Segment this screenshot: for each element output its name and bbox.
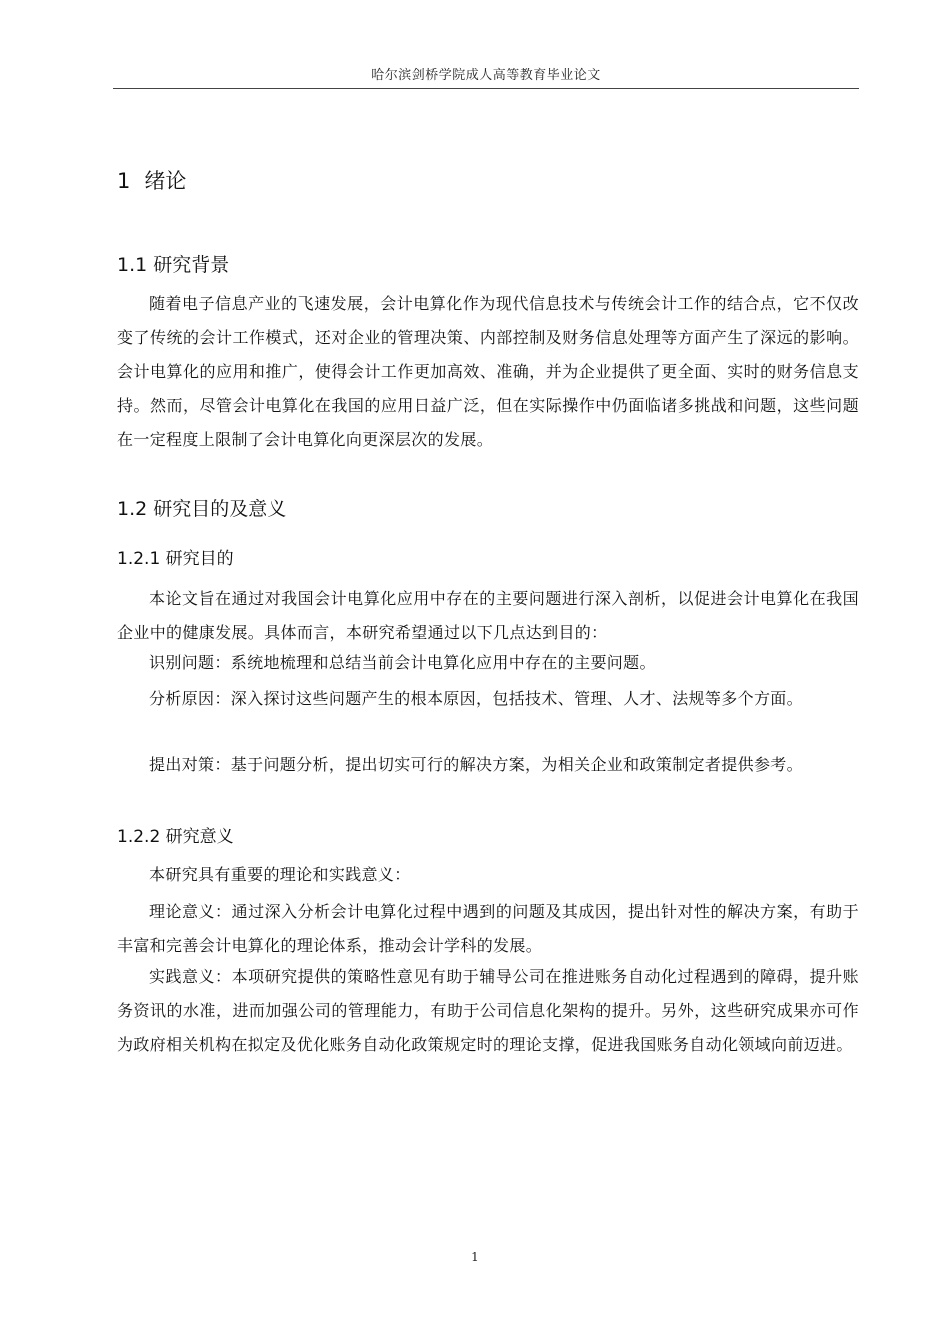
- page-number: 1: [471, 1250, 479, 1264]
- section-heading-1-2-2: 1.2.2 研究意义: [117, 827, 234, 847]
- section-heading-1-2-1: 1.2.1 研究目的: [117, 549, 234, 569]
- paragraph-significance-intro: 本研究具有重要的理论和实践意义：: [149, 865, 411, 884]
- paragraph-purpose-intro: 本论文旨在通过对我国会计电算化应用中存在的主要问题进行深入剖析，以促进会计电算化在我国企业中的健康发展。具体而言，本研究希望通过以下几点达到目的：: [117, 589, 859, 642]
- paragraph-purpose-3: 提出对策：基于问题分析，提出切实可行的解决方案，为相关企业和政策制定者提供参考。: [149, 755, 804, 774]
- paragraph-significance-practice: 实践意义：本项研究提供的策略性意见有助于辅导公司在推进账务自动化过程遇到的障碍，提升账务资讯的水准，进而加强公司的管理能力，有助于公司信息化架构的提升。另外，这些研究成果亦可作为政府相关机构在拟定及优化账务自动化政策规定时的理论支撑，促进我国账务自动化领域向前迈进。: [117, 967, 859, 1054]
- paragraph-background: 随着电子信息产业的飞速发展，会计电算化作为现代信息技术与传统会计工作的结合点，它不仅改变了传统的会计工作模式，还对企业的管理决策、内部控制及财务信息处理等方面产生了深远的影响。会计电算化的应用和推广，使得会计工作更加高效、准确，并为企业提供了更全面、实时的财务信息支持。然而，尽管会计电算化在我国的应用日益广泛，但在实际操作中仍面临诸多挑战和问题，这些问题在一定程度上限制了会计电算化向更深层次的发展。: [117, 294, 859, 449]
- header-divider: [113, 88, 859, 89]
- page-header: 哈尔滨剑桥学院成人高等教育毕业论文: [371, 68, 601, 83]
- chapter-title-text: 绪论: [144, 169, 187, 193]
- section-heading-1-1: 1.1 研究背景: [117, 254, 230, 276]
- chapter-title: [117, 165, 186, 195]
- section-heading-1-2: 1.2 研究目的及意义: [117, 498, 287, 520]
- paragraph-purpose-2: 分析原因：深入探讨这些问题产生的根本原因，包括技术、管理、人才、法规等多个方面。: [149, 689, 804, 708]
- paragraph-purpose-1: 识别问题：系统地梳理和总结当前会计电算化应用中存在的主要问题。: [149, 653, 656, 672]
- chapter-number: 1: [117, 169, 131, 193]
- paragraph-significance-theory: 理论意义：通过深入分析会计电算化过程中遇到的问题及其成因，提出针对性的解决方案，有助于丰富和完善会计电算化的理论体系，推动会计学科的发展。: [117, 902, 859, 955]
